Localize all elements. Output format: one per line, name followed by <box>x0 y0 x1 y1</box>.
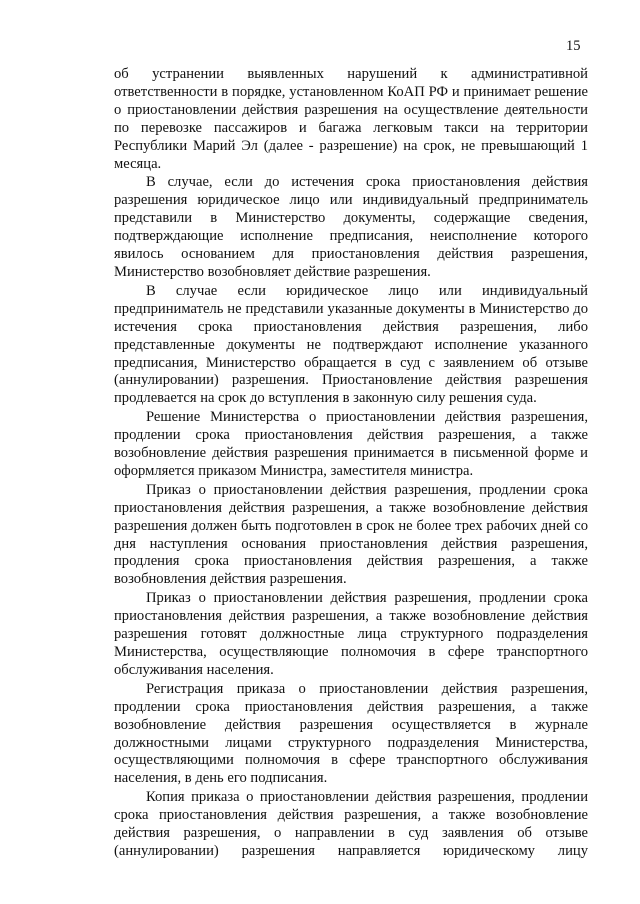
paragraph: Решение Министерства о приостановлении действия разрешения, продлении срока приостановления действия разрешения, а также возобновление действия разрешения принимается в письменной форме и оформляется приказом Министра, заместителя министра. <box>114 409 588 479</box>
paragraph: Приказ о приостановлении действия разрешения, продлении срока приостановления действия разрешения, а также возобновление действия разрешения готовят должностные лица структурного подразделения Министерства, осуществляющие полномочия в сфере транспортного обслуживания населения. <box>114 590 588 678</box>
paragraph: Приказ о приостановлении действия разрешения, продлении срока приостановления действия разрешения, а также возобновление действия разрешения должен быть подготовлен в срок не более трех рабочих дней со дня наступления основания приостановления действия разрешения, продления срока приостановления действия разрешения, а также возобновления действия разрешения. <box>114 481 588 588</box>
paragraph: Копия приказа о приостановлении действия разрешения, продлении срока приостановления действия разрешения, а также возобновление действия разрешения, о направлении в суд заявления об отзыве (аннулировании) разрешения направляется юридическому лицу <box>114 789 588 859</box>
paragraph: В случае если юридическое лицо или индивидуальный предприниматель не представили указанные документы в Министерство до истечения срока приостановления действия разрешения, либо представленные документы не подтверждают исполнение указанного предписания, Министерство обращается в суд с заявлением об отзыве (аннулировании) разрешения. Приостановление действия разрешения продлевается на срок до вступления в законную силу решения суда. <box>114 282 588 407</box>
paragraph: В случае, если до истечения срока приостановления действия разрешения юридическое лицо или индивидуальный предприниматель представили в Министерство документы, содержащие сведения, подтверждающие исполнение предписания, неисполнение которого явилось основанием для приостановления действия разрешения, Министерство возобновляет действие разрешения. <box>114 174 588 280</box>
paragraph: Регистрация приказа о приостановлении действия разрешения, продлении срока приостановления действия разрешения, а также возобновление действия разрешения осуществляется в журнале должностными лицами структурного подразделения Министерства, осуществляющими полномочия в сфере транспортного обслуживания населения, в день его подписания. <box>114 680 588 787</box>
paragraph: об устранении выявленных нарушений к административной ответственности в порядке, установленном КоАП РФ и принимает решение о приостановлении действия разрешения на осуществление деятельности по перевозке пассажиров и багажа легковым такси на территории Республики Марий Эл (далее - разрешение) на срок, не превышающий 1 месяца. <box>114 66 588 172</box>
document-body <box>114 66 588 862</box>
page-number: 15 <box>566 38 581 54</box>
